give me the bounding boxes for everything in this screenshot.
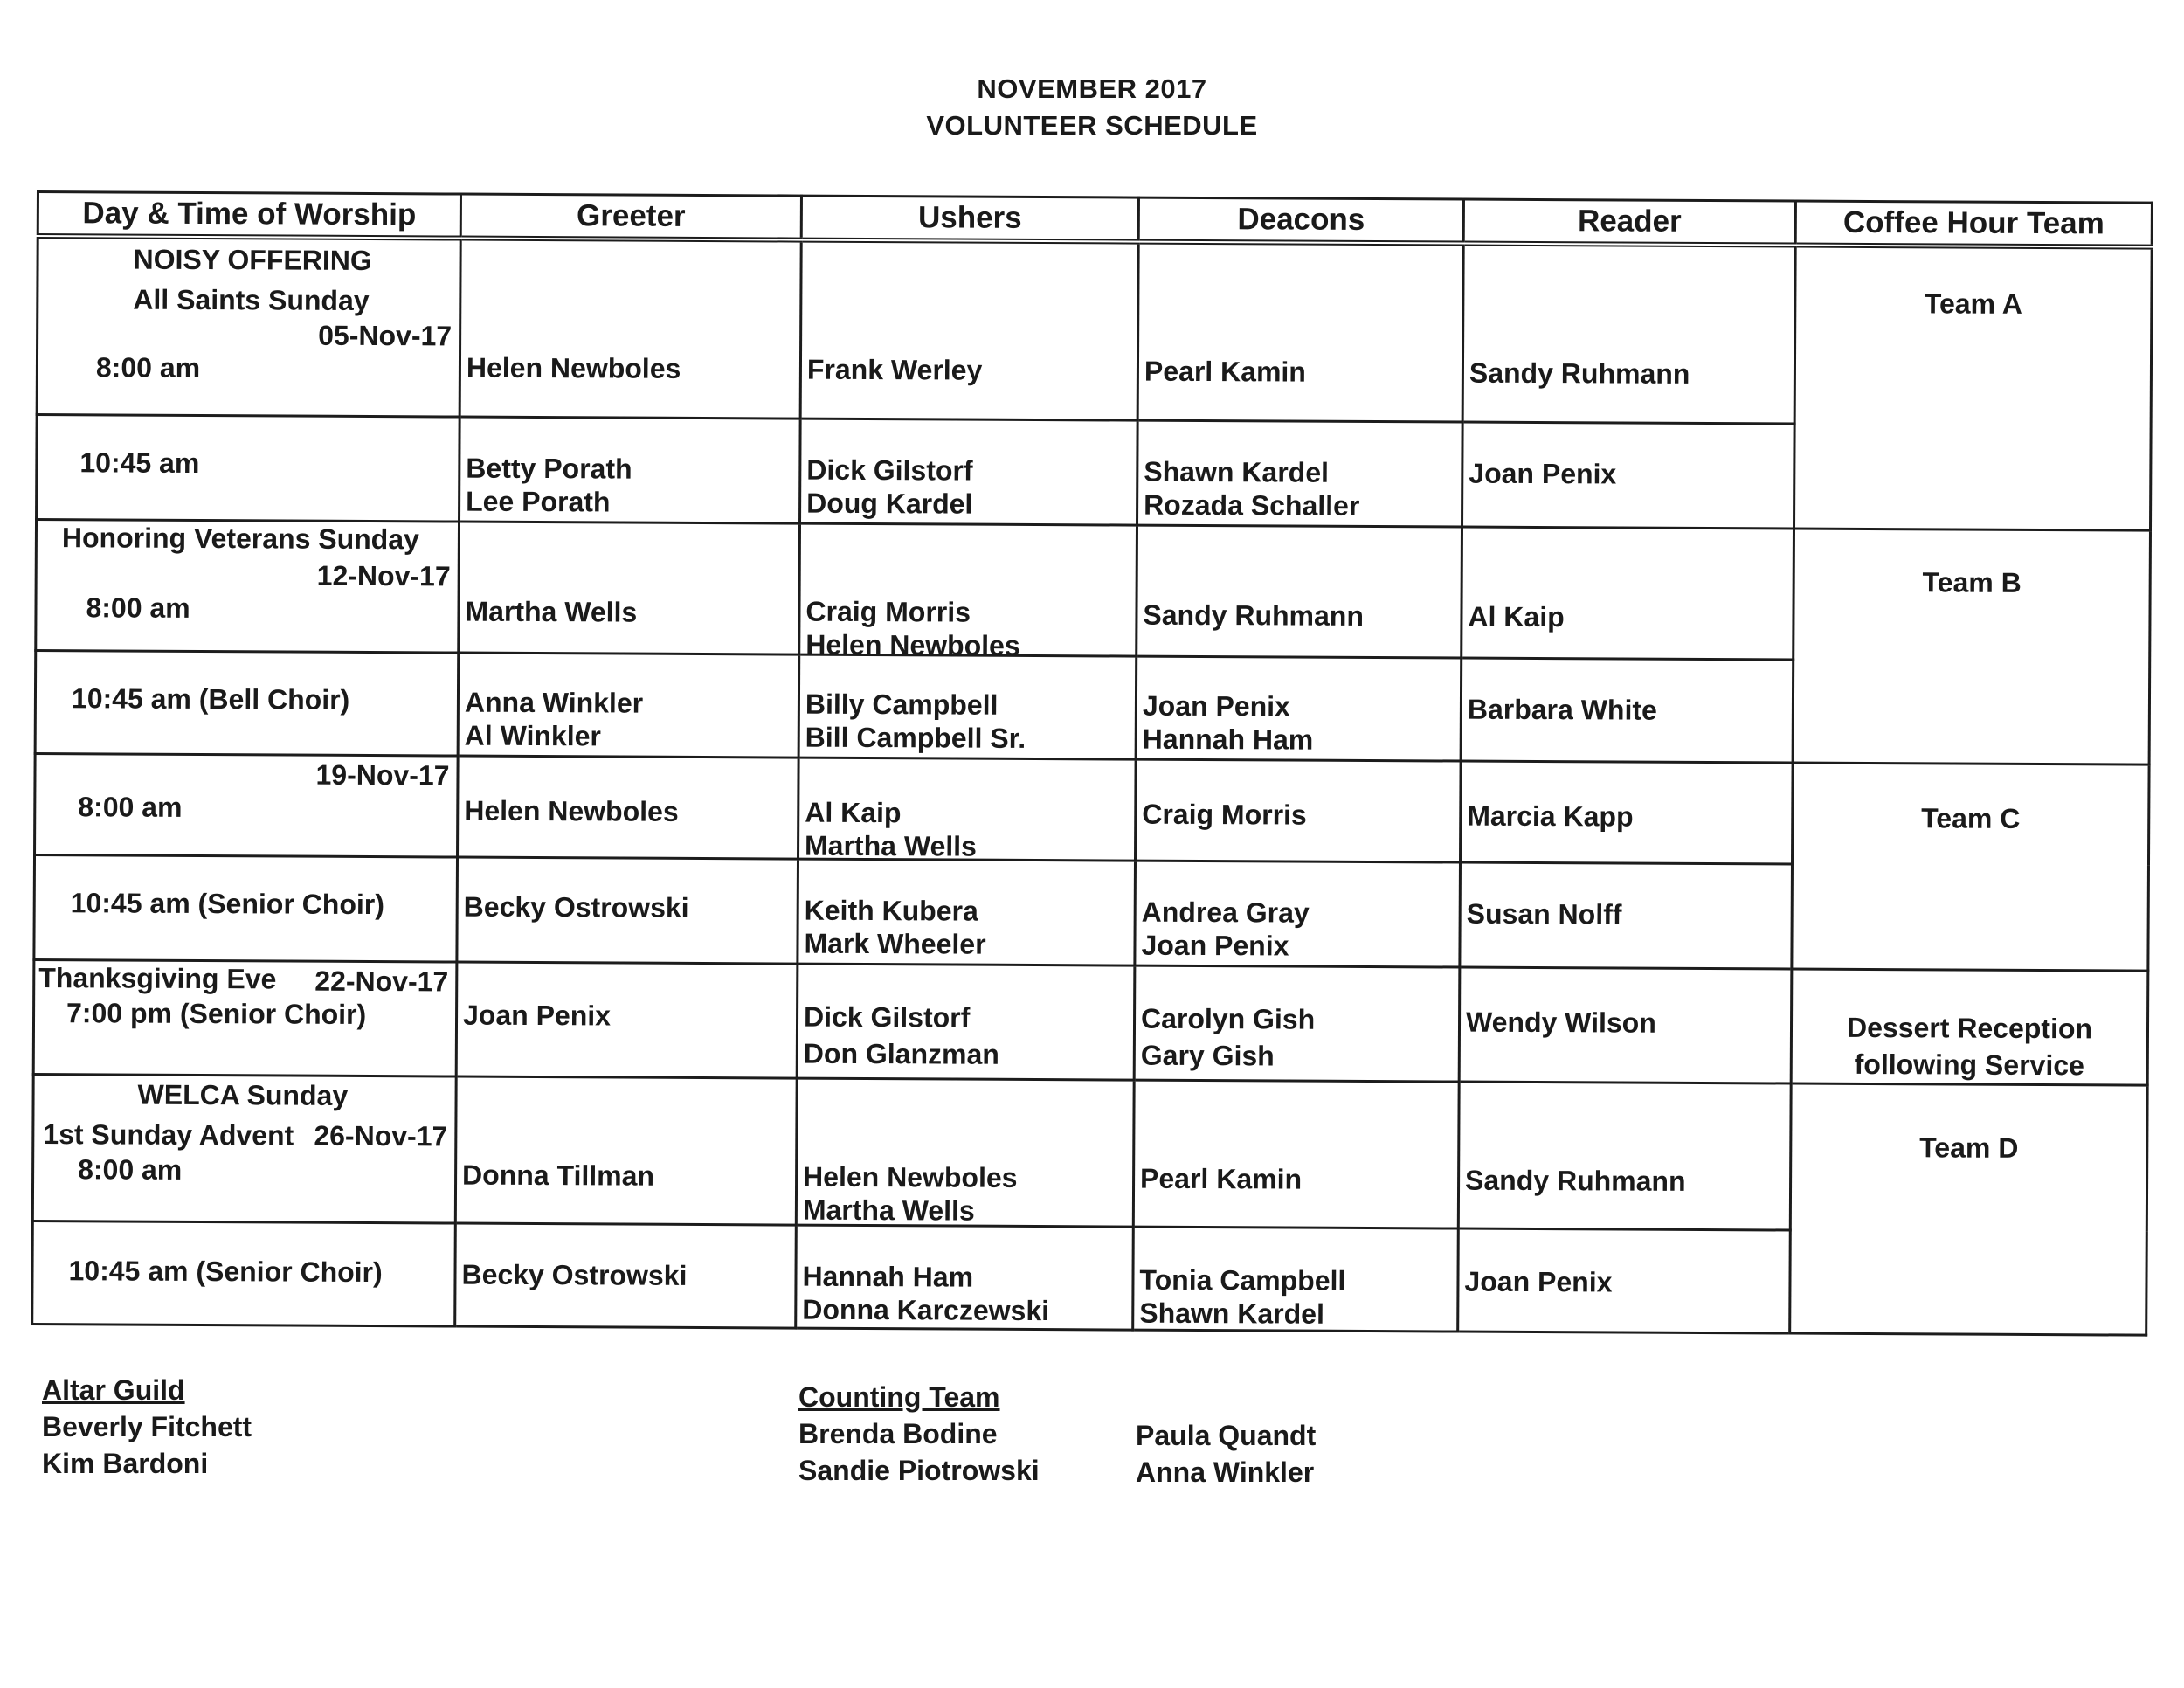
counting-team-heading: Counting Team — [798, 1381, 1000, 1413]
deacons-cell — [1134, 965, 1460, 1082]
volunteer-name: Gary Gish — [1140, 1039, 1275, 1071]
coffee-cell — [1793, 529, 2150, 764]
greeter-cell — [460, 417, 801, 523]
table-row — [33, 959, 2148, 1085]
volunteer-name: Hannah Ham — [802, 1260, 974, 1293]
volunteer-name: Tonia Campbell — [1139, 1263, 1346, 1297]
service-time: 8:00 am — [86, 591, 190, 624]
coffee-cell — [1791, 969, 2148, 1085]
volunteer-name: Marcia Kapp — [1467, 799, 1634, 833]
reader-cell — [1458, 1228, 1791, 1333]
volunteer-name: Donna Tillman — [462, 1159, 655, 1192]
volunteer-name: Rozada Schaller — [1144, 488, 1360, 522]
day-cell — [37, 236, 460, 417]
coffee-team: Team A — [1924, 287, 2022, 320]
day-cell — [35, 753, 459, 857]
ushers-cell — [796, 1225, 1134, 1330]
greeter-cell — [456, 962, 798, 1078]
volunteer-name: Sandy Ruhmann — [1469, 356, 1690, 390]
deacons-cell — [1135, 861, 1461, 967]
volunteer-name: Mark Wheeler — [804, 927, 986, 960]
day-cell — [37, 414, 460, 522]
volunteer-name: Doug Kardel — [806, 487, 973, 520]
volunteer-name: Shawn Kardel — [1144, 455, 1330, 488]
event-date: 05-Nov-17 — [318, 319, 453, 352]
coffee-team: Team B — [1922, 565, 2022, 598]
coffee-cell — [1794, 246, 2153, 530]
volunteer-name: Wendy Wilson — [1465, 1006, 1656, 1039]
header-greeter: Greeter — [460, 194, 801, 240]
reader-cell — [1462, 422, 1795, 529]
event-label: NOISY OFFERING — [133, 243, 372, 277]
volunteer-name: Shawn Kardel — [1139, 1297, 1324, 1330]
volunteer-name: Al Kaip — [805, 796, 902, 828]
volunteer-name: Kim Bardoni — [42, 1448, 209, 1479]
header-reader: Reader — [1463, 199, 1795, 245]
ushers-cell — [800, 419, 1138, 525]
volunteer-name: Anna Winkler — [1136, 1456, 1315, 1488]
volunteer-name: Dick Gilstorf — [806, 453, 973, 487]
volunteer-name: Craig Morris — [805, 595, 971, 628]
service-time: 8:00 am — [78, 1152, 183, 1186]
greeter-cell — [458, 756, 799, 859]
reader-cell — [1458, 1082, 1791, 1230]
ushers-cell — [799, 523, 1137, 661]
service-time: 10:45 am (Senior Choir) — [70, 886, 385, 920]
event-label: Thanksgiving Eve — [38, 961, 277, 994]
header-deacons: Deacons — [1138, 197, 1463, 243]
volunteer-name: Susan Nolff — [1466, 897, 1622, 930]
deacons-cell — [1136, 656, 1462, 761]
ushers-cell — [797, 964, 1135, 1080]
coffee-cell — [1790, 1083, 2147, 1335]
volunteer-name: Becky Ostrowski — [463, 890, 689, 924]
volunteer-name: Sandie Piotrowski — [798, 1455, 1040, 1486]
table-row — [37, 236, 2152, 425]
altar-guild-section — [42, 1372, 252, 1482]
deacons-cell — [1136, 759, 1462, 862]
volunteer-name: Helen Newboles — [803, 1160, 1018, 1193]
volunteer-schedule-table — [31, 190, 2153, 1336]
volunteer-name: Donna Karczewski — [802, 1293, 1050, 1326]
header-ushers: Ushers — [801, 196, 1138, 242]
ushers-cell — [798, 758, 1137, 861]
volunteer-name: Paula Quandt — [1136, 1420, 1317, 1451]
day-cell — [33, 959, 457, 1076]
volunteer-name: Pearl Kamin — [1144, 355, 1306, 388]
service-time: 10:45 am (Senior Choir) — [68, 1254, 383, 1288]
greeter-cell — [455, 1076, 797, 1225]
table-row — [35, 753, 2150, 866]
volunteer-name: Brenda Bodine — [798, 1418, 998, 1449]
deacons-cell — [1133, 1227, 1459, 1332]
event-label: Honoring Veterans Sunday — [61, 521, 419, 555]
coffee-team: Team D — [1919, 1131, 2019, 1164]
coffee-team: Team C — [1921, 801, 2021, 834]
volunteer-name: Beverly Fitchett — [42, 1411, 252, 1442]
event-date: 12-Nov-17 — [316, 559, 451, 591]
day-cell — [34, 854, 458, 962]
volunteer-name: Andrea Gray — [1141, 896, 1310, 929]
volunteer-name: Martha Wells — [465, 595, 638, 628]
volunteer-name: Joan Penix — [1464, 1265, 1613, 1297]
volunteer-name: Billy Campbell — [805, 688, 999, 721]
volunteer-name: Helen Newboles — [464, 794, 679, 827]
volunteer-name: Becky Ostrowski — [461, 1258, 688, 1291]
volunteer-name: Sandy Ruhmann — [1465, 1164, 1686, 1197]
page-subtitle: VOLUNTEER SCHEDULE — [926, 110, 1258, 141]
volunteer-name: Lee Porath — [466, 485, 611, 517]
event-date: 26-Nov-17 — [314, 1119, 448, 1152]
deacons-cell — [1137, 525, 1462, 658]
greeter-cell — [459, 522, 800, 654]
volunteer-name: Dick Gilstorf — [803, 1000, 971, 1034]
event-label: 1st Sunday Advent — [43, 1117, 294, 1152]
altar-guild-heading: Altar Guild — [42, 1374, 185, 1406]
event-label: WELCA Sunday — [137, 1078, 349, 1111]
volunteer-name: Keith Kubera — [804, 894, 978, 927]
header-day: Day & Time of Worship — [38, 192, 460, 239]
volunteer-name: Don Glanzman — [803, 1037, 999, 1070]
service-time: 10:45 am — [79, 446, 200, 479]
volunteer-name: Sandy Ruhmann — [1143, 598, 1365, 632]
day-cell — [32, 1074, 456, 1223]
ushers-cell — [798, 859, 1136, 965]
volunteer-name: Betty Porath — [466, 452, 632, 485]
volunteer-name: Craig Morris — [1142, 798, 1307, 831]
volunteer-name: Al Kaip — [1468, 600, 1565, 633]
reader-cell — [1460, 862, 1793, 969]
volunteer-name: Bill Campbell Sr. — [805, 721, 1026, 754]
service-time: 7:00 pm (Senior Choir) — [66, 996, 367, 1030]
greeter-cell — [458, 653, 799, 758]
volunteer-name: Joan Penix — [462, 999, 612, 1031]
deacons-cell — [1133, 1080, 1459, 1228]
ushers-cell — [800, 240, 1138, 420]
volunteer-name: Joan Penix — [1141, 929, 1289, 962]
reader-cell — [1461, 658, 1794, 763]
volunteer-name: Frank Werley — [806, 353, 983, 386]
table-row — [32, 1074, 2147, 1232]
volunteer-name: Martha Wells — [802, 1193, 975, 1227]
event-label: All Saints Sunday — [133, 283, 370, 316]
volunteer-name: Carolyn Gish — [1140, 1002, 1316, 1035]
counting-team-section — [798, 1379, 1040, 1489]
volunteer-name: Helen Newboles — [466, 351, 681, 384]
counting-team-column-2 — [1136, 1417, 1316, 1491]
day-cell — [32, 1221, 456, 1326]
service-time: 8:00 am — [95, 351, 201, 384]
volunteer-name: Barbara White — [1467, 693, 1657, 726]
coffee-team: Dessert Reception — [1846, 1011, 2093, 1044]
reader-cell — [1462, 527, 1794, 660]
volunteer-name: Pearl Kamin — [1140, 1162, 1303, 1195]
deacons-cell — [1137, 242, 1463, 422]
greeter-cell — [460, 239, 801, 419]
coffee-cell — [1792, 763, 2149, 971]
greeter-cell — [455, 1223, 797, 1328]
service-time: 8:00 am — [78, 790, 183, 823]
deacons-cell — [1137, 420, 1463, 527]
greeter-cell — [457, 857, 798, 964]
event-date: 19-Nov-17 — [315, 758, 450, 791]
volunteer-name: Anna Winkler — [464, 686, 644, 719]
volunteer-name: Al Winkler — [464, 719, 602, 751]
volunteer-name: Joan Penix — [1142, 689, 1290, 723]
header-coffee: Coffee Hour Team — [1795, 201, 2152, 247]
reader-cell — [1460, 761, 1793, 864]
table-row — [36, 519, 2151, 661]
day-cell — [36, 519, 460, 653]
volunteer-name: Martha Wells — [804, 829, 977, 862]
ushers-cell — [796, 1078, 1134, 1227]
ushers-cell — [798, 654, 1137, 759]
day-cell — [35, 650, 459, 756]
volunteer-name: Joan Penix — [1469, 457, 1617, 489]
event-date: 22-Nov-17 — [314, 965, 449, 997]
service-time: 10:45 am (Bell Choir) — [71, 681, 350, 716]
coffee-team-note: following Service — [1854, 1048, 2084, 1081]
volunteer-name: Helen Newboles — [805, 628, 1020, 661]
volunteer-name: Hannah Ham — [1142, 723, 1314, 756]
page-title: NOVEMBER 2017 — [977, 73, 1207, 104]
reader-cell — [1459, 967, 1792, 1083]
reader-cell — [1462, 244, 1795, 424]
